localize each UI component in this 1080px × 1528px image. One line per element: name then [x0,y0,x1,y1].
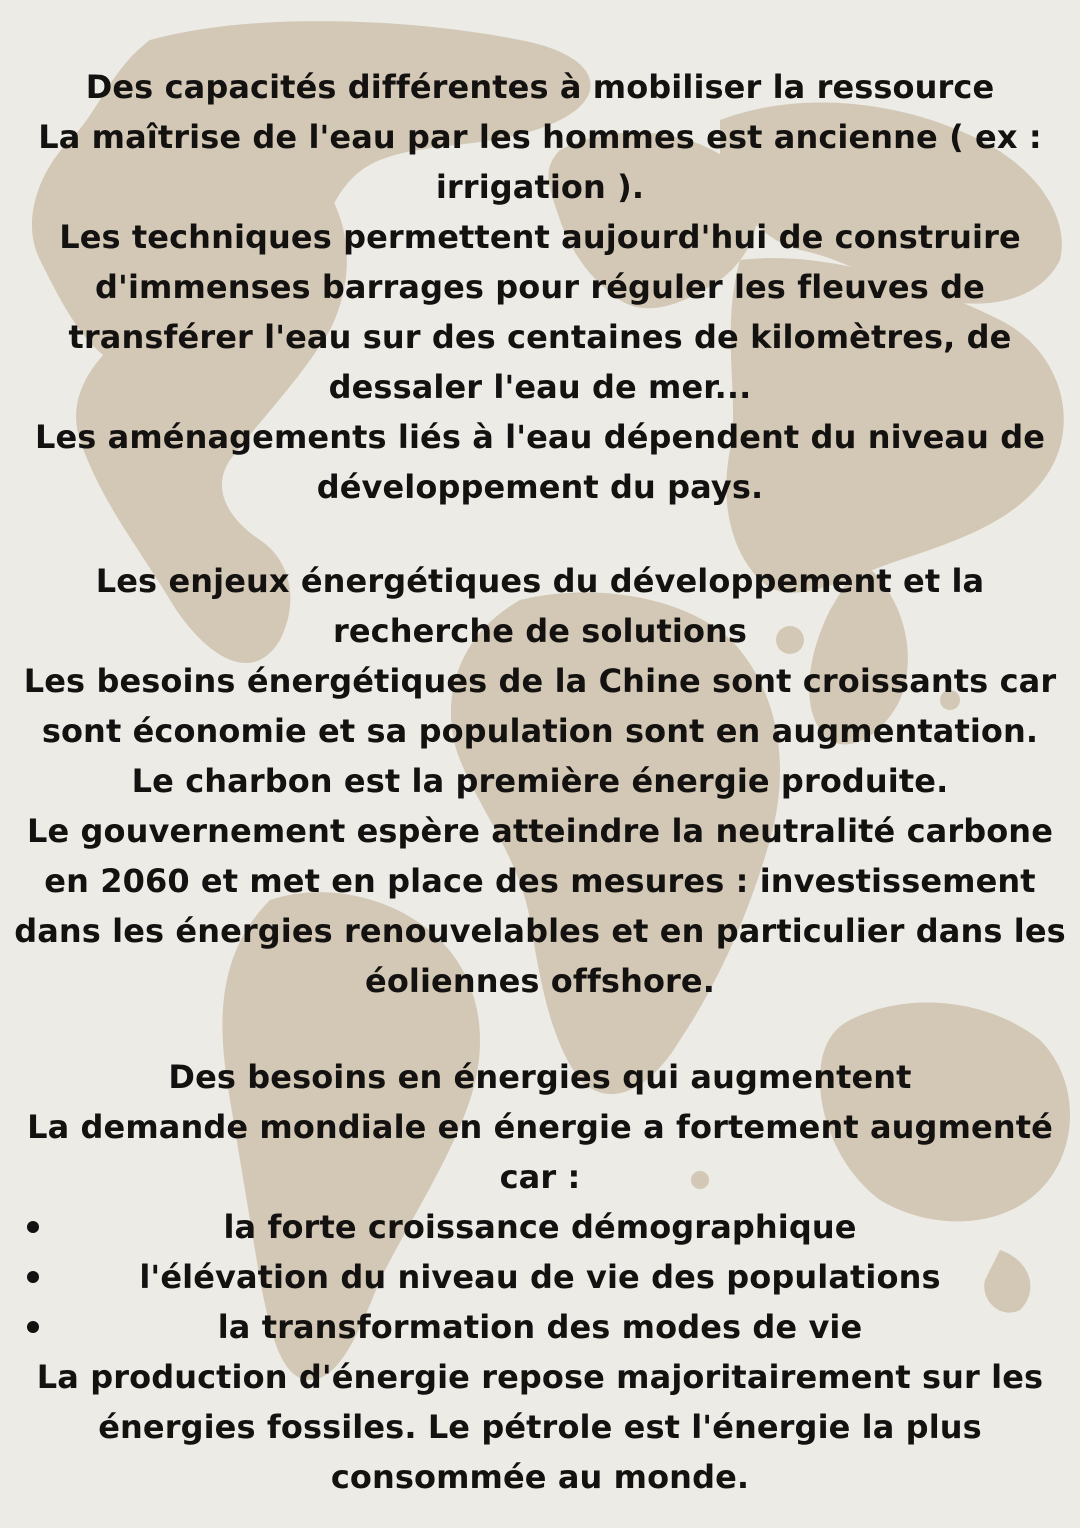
section-3-bullet-item: la forte croissance démographique [223,1208,857,1246]
section-1-line: d'immenses barrages pour réguler les fleuves de [95,268,985,306]
section-2-line: en 2060 et met en place des mesures : investissement [44,862,1036,900]
section-3-intro-line: car : [499,1158,581,1196]
section-1-line: transférer l'eau sur des centaines de kilomètres, de [68,318,1012,356]
section-1-line: irrigation ). [435,168,645,206]
section-1-line: développement du pays. [316,468,764,506]
section-1-line: Les aménagements liés à l'eau dépendent du niveau de [34,418,1046,456]
section-3-bullet-item: la transformation des modes de vie [217,1308,863,1346]
section-2-line: dans les énergies renouvelables et en particulier dans les [14,912,1066,950]
section-1-line: Les techniques permettent aujourd'hui de construire [59,218,1021,256]
section-3-bullet-item: l'élévation du niveau de vie des populations [139,1258,941,1296]
section-2-line: Les besoins énergétiques de la Chine sont croissants car [23,662,1057,700]
section-2-line: éoliennes offshore. [365,962,715,1000]
section-1-title: Des capacités différentes à mobiliser la ressource [85,68,995,106]
section-3-closing-line: consommée au monde. [330,1458,750,1496]
section-1-line: dessaler l'eau de mer... [328,368,752,406]
section-3-intro-line: La demande mondiale en énergie a fortement augmenté [27,1108,1053,1146]
section-2-title: Les enjeux énergétiques du développement et la [95,562,985,600]
section-2-line: Le gouvernement espère atteindre la neutralité carbone [27,812,1053,850]
section-3-closing-line: La production d'énergie repose majoritairement sur les [36,1358,1044,1396]
section-3-closing-line: énergies fossiles. Le pétrole est l'énergie la plus [98,1408,982,1446]
section-2-line: Le charbon est la première énergie produite. [131,762,949,800]
section-2-line: sont économie et sa population sont en augmentation. [41,712,1039,750]
section-2-title: recherche de solutions [332,612,748,650]
section-1-line: La maîtrise de l'eau par les hommes est ancienne ( ex : [38,118,1042,156]
section-3-title: Des besoins en énergies qui augmentent [168,1058,912,1096]
